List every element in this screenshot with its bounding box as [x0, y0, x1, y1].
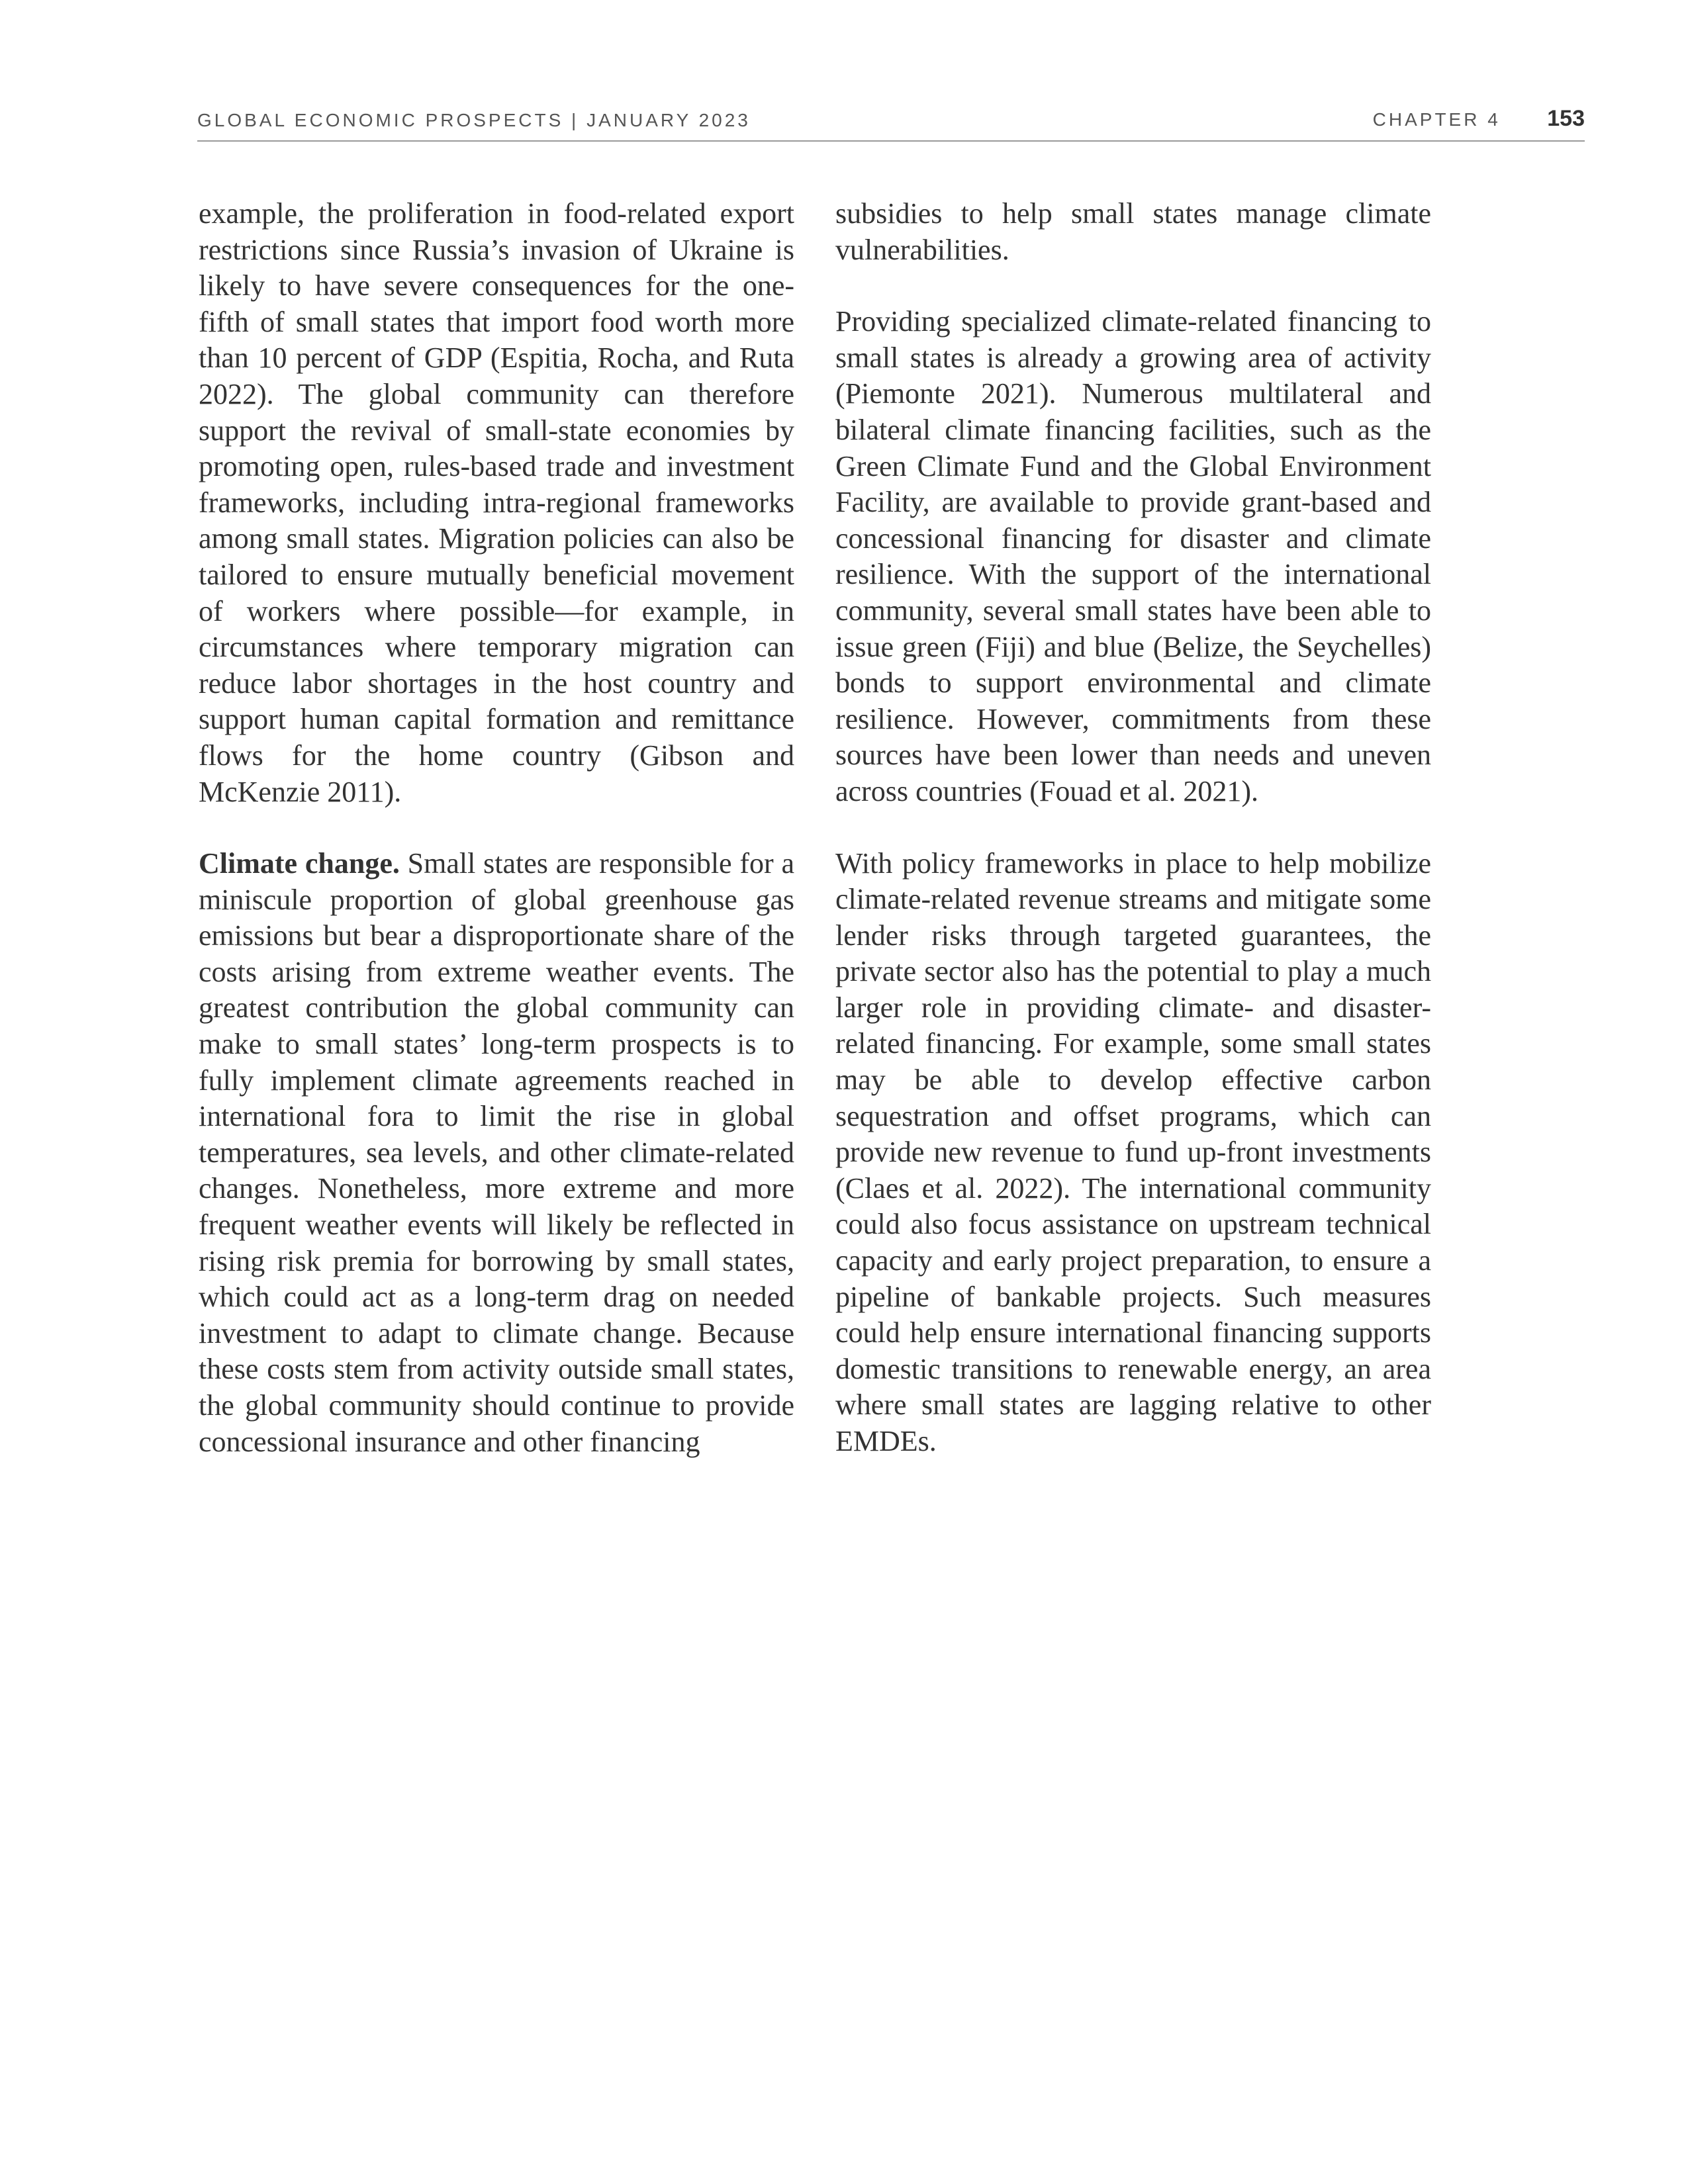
left-column [199, 196, 794, 1496]
running-header [197, 106, 1585, 142]
paragraph-text: Providing specialized climate-related financing to small states is already a growing area of activity (Piemonte 2021). Numerous multilateral and bilateral climate financing facilities, such as the Green Climate Fund and the Global Environment Facility, are available to provide grant-based and concessional financing for disaster and climate resilience. With the support of the international community, several small states have been able to issue green (Fiji) and blue (Belize, the Seychelles) bonds to support environmental and climate resilience. However, commitments from these sources have been lower than needs and uneven across countries (Fouad et al. 2021). [835, 305, 1431, 807]
paragraph-text: subsidies to help small states manage climate vulnerabilities. [835, 197, 1431, 266]
paragraph-text: With policy frameworks in place to help mobilize climate-related revenue streams and mitigate some lender risks through targeted guarantees, the private sector also has the potential to play a much larger role in providing climate- and disaster-related financing. For example, some small states may be able to develop effective carbon sequestration and offset programs, which can provide new revenue to fund up-front investments (Claes et al. 2022). The international community could also focus assistance on upstream technical capacity and early project preparation, to ensure a pipeline of bankable projects. Such measures could help ensure international financing supports domestic transitions to renewable energy, an area where small states are lagging relative to other EMDEs. [835, 846, 1431, 1457]
body-paragraph [199, 846, 794, 1460]
page-number: 153 [1547, 106, 1585, 131]
body-paragraph [835, 846, 1431, 1460]
body-paragraph [835, 304, 1431, 809]
chapter-label: CHAPTER 4 [1372, 109, 1501, 130]
body-paragraph [199, 196, 794, 810]
body-paragraph [835, 196, 1431, 268]
header-right [1373, 106, 1585, 132]
run-in-heading: Climate change. [199, 847, 400, 880]
paragraph-text: Small states are responsible for a miniscule proportion of global greenhouse gas emissions but bear a disproportionate share of the costs arising from extreme weather events. The greatest contribution the global community can make to small states’ long-term prospects is to fully implement climate agreements reached in international fora to limit the rise in global temperatures, sea levels, and other climate-related changes. Nonetheless, more extreme and more frequent weather events will likely be reflected in rising risk premia for borrowing by small states, which could act as a long-term drag on needed investment to adapt to climate change. Because these costs stem from activity outside small states, the global community should continue to provide concessional insurance and other financing [199, 847, 794, 1458]
publication-title: GLOBAL ECONOMIC PROSPECTS | JANUARY 2023 [197, 110, 751, 130]
paragraph-text: example, the proliferation in food-related export restrictions since Russia’s invasion of Ukraine is likely to have severe consequences for the one-fifth of small states that import food worth more than 10 percent of GDP (Espitia, Rocha, and Ruta 2022). The global community can therefore support the revival of small-state economies by promoting open, rules-based trade and investment frameworks, including intra-regional frameworks among small states. Migration policies can also be tailored to ensure mutually beneficial movement of workers where possible—for example, in circumstances where temporary migration can reduce labor shortages in the host country and support human capital formation and remittance flows for the home country (Gibson and McKenzie 2011). [199, 197, 794, 808]
right-column [835, 196, 1431, 1496]
